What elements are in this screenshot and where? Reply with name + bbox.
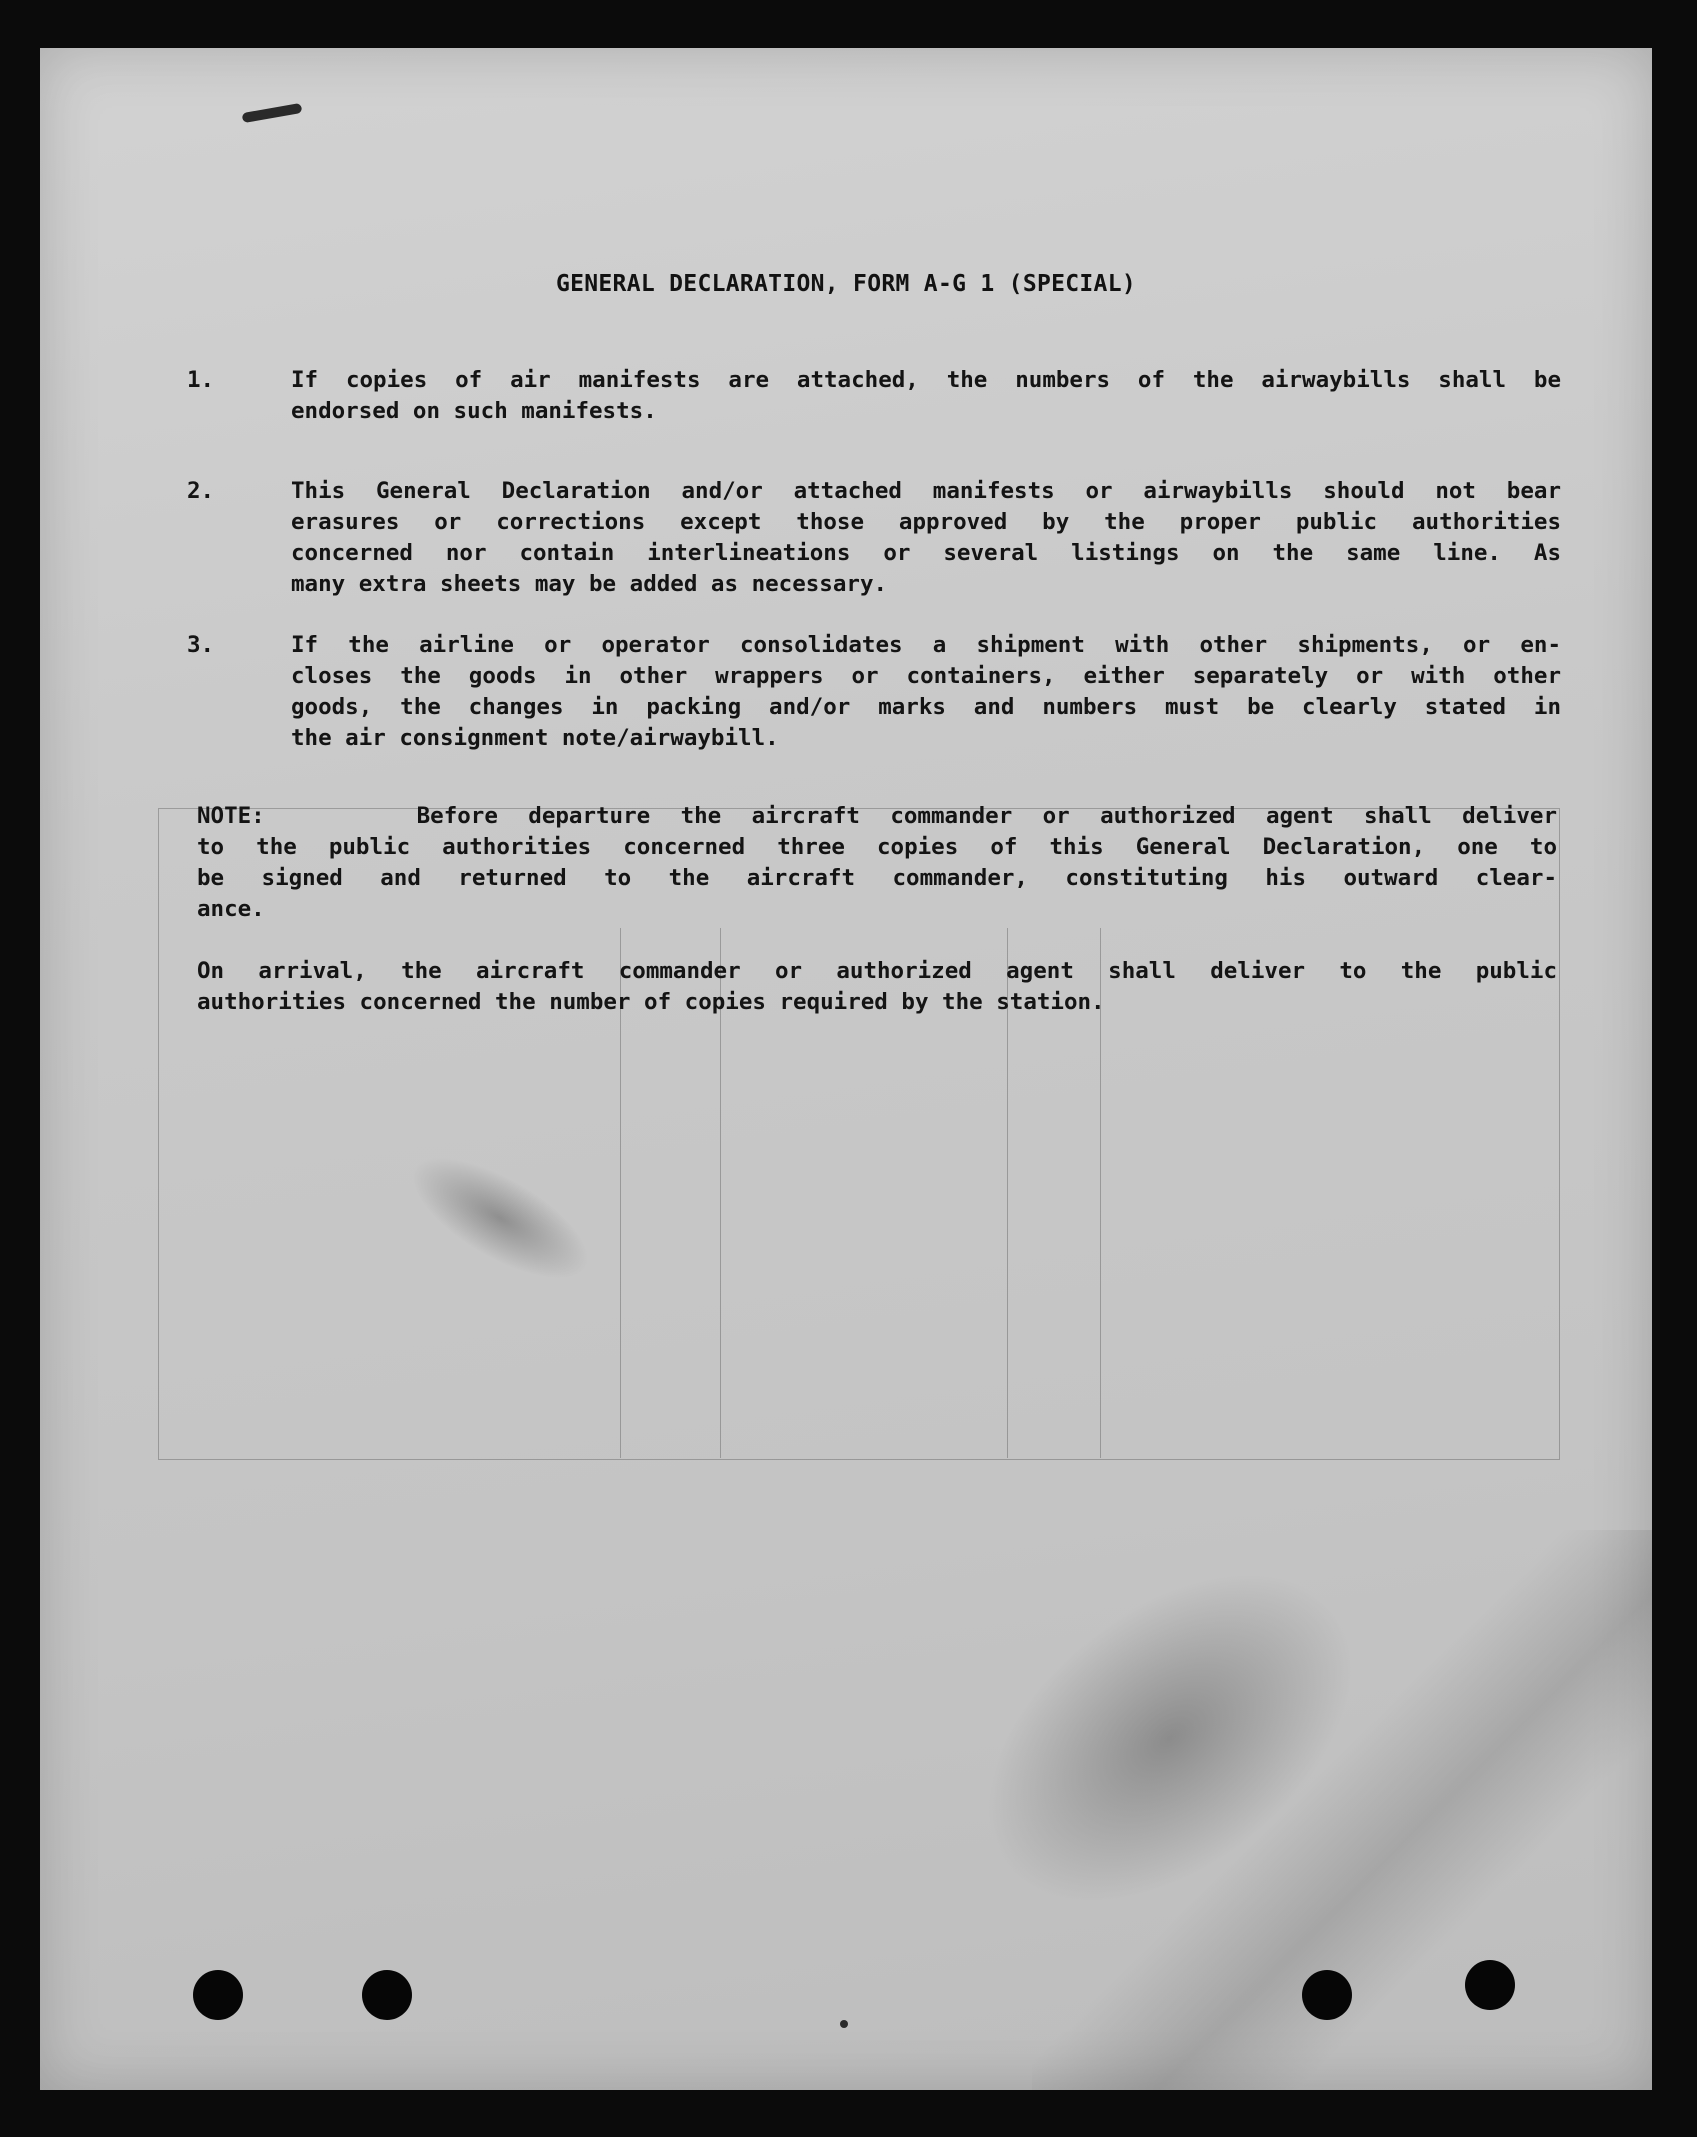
list-item-text <box>291 476 1561 600</box>
list-item-number: 3. <box>187 632 215 658</box>
document-page <box>40 48 1652 2090</box>
text-line: NOTE: Before departure the aircraft commander or authorized agent shall deliver <box>197 803 1557 829</box>
text-line: many extra sheets may be added as necessary. <box>291 571 888 597</box>
text-line: authorities concerned the number of copies required by the station. <box>197 989 1105 1015</box>
text-line: ance. <box>197 896 265 922</box>
text-line: erasures or corrections except those approved by the proper public authorities <box>291 509 1561 535</box>
punch-hole <box>193 1970 243 2020</box>
text-line: This General Declaration and/or attached manifests or airwaybills should not bear <box>291 478 1561 504</box>
text-line: to the public authorities concerned three copies of this General Declaration, one to <box>197 834 1557 860</box>
punch-hole <box>362 1970 412 2020</box>
text-line: If copies of air manifests are attached, the numbers of the airwaybills shall be <box>291 367 1561 393</box>
list-item-text <box>291 365 1561 427</box>
bleed-through-heading <box>480 108 490 143</box>
text-line: If the airline or operator consolidates a shipment with other shipments, or en- <box>291 632 1561 658</box>
ink-mark <box>840 2020 848 2028</box>
page-title: GENERAL DECLARATION, FORM A-G 1 (SPECIAL) <box>555 271 1137 297</box>
ink-mark <box>242 103 303 123</box>
list-item-1 <box>187 365 1567 427</box>
text-line: concerned nor contain interlineations or several listings on the same line. As <box>291 540 1561 566</box>
list-item-number: 2. <box>187 478 215 504</box>
list-item-2 <box>187 476 1567 600</box>
text-line: On arrival, the aircraft commander or authorized agent shall deliver to the public <box>197 958 1557 984</box>
note-paragraph <box>197 801 1557 925</box>
punch-hole <box>1302 1970 1352 2020</box>
text-line: endorsed on such manifests. <box>291 398 657 424</box>
list-item-number: 1. <box>187 367 215 393</box>
text-line: closes the goods in other wrappers or containers, either separately or with other <box>291 663 1561 689</box>
list-item-3 <box>187 630 1567 754</box>
text-line: the air consignment note/airwaybill. <box>291 725 779 751</box>
punch-hole <box>1465 1960 1515 2010</box>
text-line: goods, the changes in packing and/or marks and numbers must be clearly stated in <box>291 694 1561 720</box>
arrival-paragraph <box>197 956 1557 1018</box>
list-item-text <box>291 630 1561 754</box>
text-line: be signed and returned to the aircraft commander, constituting his outward clear- <box>197 865 1557 891</box>
